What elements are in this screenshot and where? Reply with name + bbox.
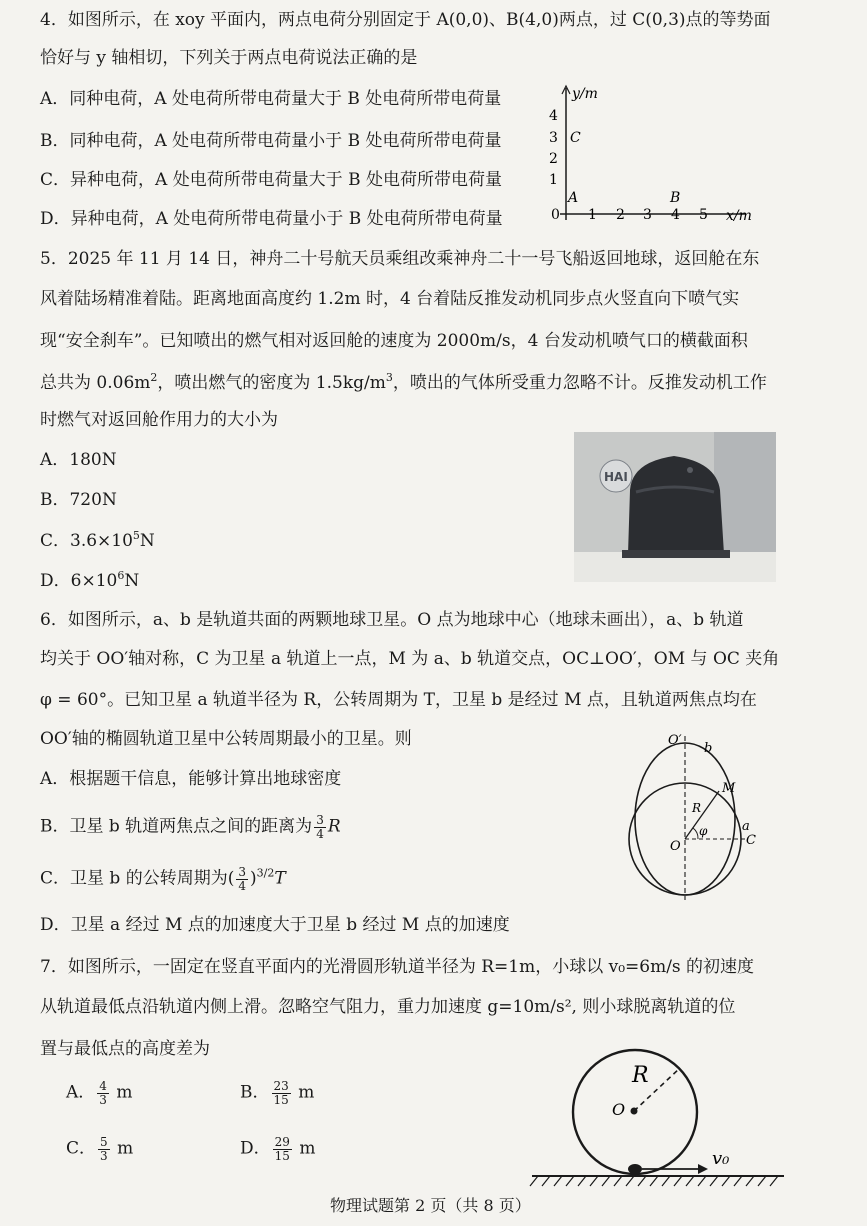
q7-option-d-den: 15 — [274, 1148, 290, 1163]
q7-option-c-unit: m — [117, 1138, 134, 1159]
q7-option-d-fraction — [273, 1136, 292, 1162]
q5-option-d-exp: 6 — [117, 569, 125, 582]
q6-option-b-text: B．卫星 b 轨道两焦点之间的距离为 — [40, 816, 313, 837]
q6-option-a: A．根据题干信息，能够计算出地球密度 — [40, 769, 342, 789]
q6-label-a: a — [742, 819, 750, 834]
q4-xtick-2: 2 — [616, 207, 625, 223]
q4-option-b: B．同种电荷，A 处电荷所带电荷量小于 B 处电荷所带电荷量 — [40, 131, 502, 151]
q4-xlabel: x/m — [726, 208, 752, 224]
q6-option-b-num: 3 — [316, 813, 324, 827]
q7-option-d-num: 29 — [274, 1135, 290, 1149]
q5-option-a: A．180N — [40, 450, 117, 470]
q7-option-a-letter: A． — [66, 1082, 96, 1103]
q6-label-b: b — [704, 741, 713, 756]
q6-option-c — [40, 866, 286, 892]
q6-line3: φ = 60°。已知卫星 a 轨道半径为 R，公转周期为 T，卫星 b 是经过 M 点，且轨道两焦点均在 — [40, 690, 757, 710]
q4-xtick-1: 1 — [588, 207, 597, 223]
q7-line1: 7．如图所示，一固定在竖直平面内的光滑圆形轨道半径为 R=1m，小球以 v₀=6m/s 的初速度 — [40, 957, 755, 977]
q6-option-c-fraction — [236, 866, 248, 892]
q6-option-c-paren: ) — [249, 868, 257, 889]
q7-option-a-unit: m — [116, 1082, 133, 1103]
page-footer: 物理试题第 2 页（共 8 页） — [330, 1196, 531, 1215]
q5-line4-sup1: 2 — [150, 371, 158, 384]
q7-option-b-den: 15 — [273, 1092, 289, 1107]
q4-stem-line2: 恰好与 y 轴相切，下列关于两点电荷说法正确的是 — [40, 48, 418, 68]
q5-capsule-photo — [574, 432, 776, 582]
q6-label-m: M — [722, 781, 736, 796]
q4-ytick-1: 1 — [549, 172, 558, 188]
q7-label-o: O — [612, 1100, 626, 1119]
q4-origin: 0 — [551, 207, 560, 223]
q7-option-a — [66, 1080, 132, 1106]
q4-ytick-4: 4 — [549, 108, 558, 124]
q7-option-b — [240, 1080, 314, 1106]
q6-option-b-fraction — [314, 814, 326, 840]
q6-option-b-r: R — [327, 816, 341, 837]
q4-option-c: C．异种电荷，A 处电荷所带电荷量大于 B 处电荷所带电荷量 — [40, 170, 502, 190]
q6-option-c-exponent: 3/2 — [256, 866, 275, 880]
q7-label-v0: v₀ — [712, 1148, 730, 1169]
q7-label-r: R — [632, 1063, 649, 1088]
q5-option-b: B．720N — [40, 490, 117, 510]
q6-option-b — [40, 814, 341, 840]
q6-label-phi: φ — [699, 824, 708, 838]
q5-line3: 现“安全刹车”。已知喷出的燃气相对返回舱的速度为 2000m/s，4 台发动机喷气口的横截面积 — [40, 331, 748, 351]
q4-option-a: A．同种电荷，A 处电荷所带电荷量大于 B 处电荷所带电荷量 — [40, 89, 502, 109]
q7-option-c-fraction — [98, 1136, 110, 1162]
q7-option-b-fraction — [272, 1080, 291, 1106]
q7-option-c-num: 5 — [100, 1135, 108, 1149]
q5-option-d-base: D．6×10 — [40, 571, 118, 591]
q5-option-c-exp: 5 — [132, 529, 140, 542]
q7-option-a-num: 4 — [99, 1079, 107, 1093]
q4-point-b: B — [670, 190, 681, 206]
q4-point-c: C — [570, 130, 581, 146]
q6-angle-arc — [693, 828, 698, 839]
q5-line4-c: ，喷出的气体所受重力忽略不计。反推发动机工作 — [392, 373, 767, 393]
q7-track-figure — [528, 1042, 788, 1192]
q7-line2: 从轨道最低点沿轨道内侧上滑。忽略空气阻力，重力加速度 g=10m/s², 则小球脱离轨道的位 — [40, 997, 736, 1017]
q7-option-a-den: 3 — [99, 1092, 107, 1107]
q6-label-o-prime: O′ — [668, 733, 682, 748]
q5-line4-a: 总共为 0.06m — [40, 373, 151, 393]
q5-line4-sup2: 3 — [385, 371, 393, 384]
q7-option-b-letter: B． — [240, 1082, 270, 1103]
q5-option-c-base: C．3.6×10 — [40, 531, 133, 551]
q4-ylabel: y/m — [572, 86, 598, 102]
q5-line2: 风着陆场精准着陆。距离地面高度约 1.2m 时，4 台着陆反推发动机同步点火竖直向下喷气实 — [40, 289, 740, 309]
q6-option-d: D．卫星 a 经过 M 点的加速度大于卫星 b 经过 M 点的加速度 — [40, 915, 510, 935]
q6-option-c-den: 4 — [238, 878, 246, 893]
q4-point-a: A — [568, 190, 579, 206]
q6-label-r: R — [692, 801, 702, 815]
q7-option-c — [66, 1136, 133, 1162]
q7-option-c-letter: C． — [66, 1138, 97, 1159]
q7-option-d — [240, 1136, 315, 1162]
q6-option-c-text: C．卫星 b 的公转周期为( — [40, 868, 235, 889]
q6-line1: 6．如图所示，a、b 是轨道共面的两颗地球卫星。O 点为地球中心（地球未画出），a、b 轨道 — [40, 610, 744, 630]
q4-ytick-2: 2 — [549, 151, 558, 167]
q7-ball — [628, 1164, 642, 1174]
q6-label-o: O — [670, 839, 681, 854]
q4-xtick-4: 4 — [671, 207, 680, 223]
q7-option-d-unit: m — [299, 1138, 316, 1159]
q5-option-c-unit: N — [139, 531, 155, 551]
q5-line5: 时燃气对返回舱作用力的大小为 — [40, 410, 278, 430]
q5-photo-text: HAI — [604, 470, 628, 484]
q4-stem-line1: 4．如图所示，在 xoy 平面内，两点电荷分别固定于 A(0,0)、B(4,0)两点，过 C(0,3)点的等势面 — [40, 10, 771, 30]
q7-center-dot — [631, 1108, 638, 1115]
q6-line4: OO′轴的椭圆轨道卫星中公转周期最小的卫星。则 — [40, 729, 412, 749]
q7-option-d-letter: D． — [240, 1138, 271, 1159]
q5-option-c — [40, 530, 155, 550]
q5-option-d — [40, 570, 139, 590]
q5-line4-b: ，喷出燃气的密度为 1.5kg/m — [157, 373, 386, 393]
q7-line3: 置与最低点的高度差为 — [40, 1039, 210, 1059]
q7-option-a-fraction — [97, 1080, 109, 1106]
q7-option-b-unit: m — [298, 1082, 315, 1103]
q4-xtick-5: 5 — [699, 207, 708, 223]
q4-xtick-3: 3 — [643, 207, 652, 223]
q4-option-d: D．异种电荷，A 处电荷所带电荷量小于 B 处电荷所带电荷量 — [40, 209, 503, 229]
q5-line1: 5．2025 年 11 月 14 日，神舟二十号航天员乘组改乘神舟二十一号飞船返回地球，返回舱在东 — [40, 249, 760, 269]
q7-ground-hatch — [530, 1176, 778, 1186]
q6-label-c: C — [746, 833, 756, 848]
q7-option-b-num: 23 — [273, 1079, 289, 1093]
q7-arrow-head — [698, 1164, 708, 1174]
q6-orbit-figure — [622, 732, 782, 902]
q5-line4 — [40, 372, 767, 392]
q6-option-c-num: 3 — [238, 865, 246, 879]
q6-line2: 均关于 OO′轴对称，C 为卫星 a 轨道上一点，M 为 a、b 轨道交点，OC⊥OO′，OM 与 OC 夹角 — [40, 649, 780, 669]
q5-option-d-unit: N — [124, 571, 140, 591]
q6-option-b-den: 4 — [316, 826, 324, 841]
q4-ytick-3: 3 — [549, 130, 558, 146]
q7-option-c-den: 3 — [100, 1148, 108, 1163]
q6-option-c-t: T — [274, 868, 286, 889]
q4-coordinate-figure — [540, 80, 780, 235]
